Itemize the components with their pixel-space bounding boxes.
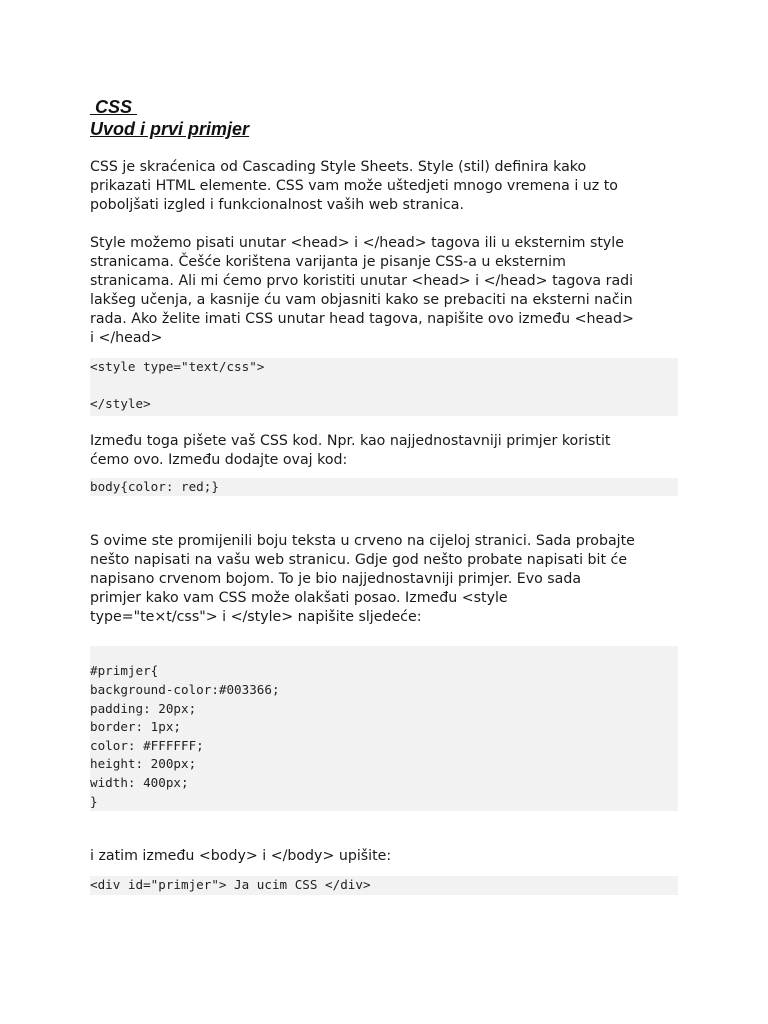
code-block-primjer-style: #primjer{ background-color:#003366; padding: 20px; border: 1px; color: #FFFFFF; height: 200px; width: 400px; } [90, 646, 678, 811]
title-line-css: CSS [90, 97, 138, 117]
code-block-div-primjer: <div id="primjer"> Ja ucim CSS </div> [90, 876, 678, 895]
paragraph-intro: CSS je skraćenica od Cascading Style Sheets. Style (stil) definira kako prikazati HTML elemente. CSS vam može uštedjeti mnogo vremena i uz to poboljšati izgled i funkcionalnost vaših web stranica. [90, 159, 618, 213]
code-block-style-tag: <style type="text/css"> </style> [90, 358, 678, 416]
title-spacer [90, 140, 678, 158]
code-block-body-color: body{color: red;} [90, 478, 678, 497]
title-line-subtitle: Uvod i prvi primjer [90, 119, 250, 139]
paragraph-write-code: Između toga pišete vaš CSS kod. Npr. kao najjednostavniji primjer koristit ćemo ovo. Između dodajte ovaj kod: [90, 432, 611, 468]
paragraph-style-placement: Style možemo pisati unutar <head> i </head> tagova ili u eksternim style stranicama. Češće korištena varijanta je pisanje CSS-a u eksternim stranicama. Ali mi ćemo prvo koristiti unutar <head> i </head> tagova radi lakšeg učenja, a kasnije ću vam objasniti kako se prebaciti na eksterni način rada. Ako želite imati CSS unutar head tagova, napišite ovo između <head> i </head> [90, 235, 634, 346]
page-title [90, 96, 678, 140]
paragraph-body-insert: i zatim između <body> i </body> upišite: [90, 848, 392, 865]
paragraph-red-text: S ovime ste promijenili boju teksta u crveno na cijeloj stranici. Sada probajte nešto napisati na vašu web stranicu. Gdje god nešto probate napisati bit će napisano crvenom bojom. To je bio najjednostavniji primjer. Evo sada primjer kako vam CSS može olakšati posao. Između <style type="te×t/css"> i </style> napišite sljedeće: [90, 533, 635, 626]
document-page [90, 96, 678, 895]
